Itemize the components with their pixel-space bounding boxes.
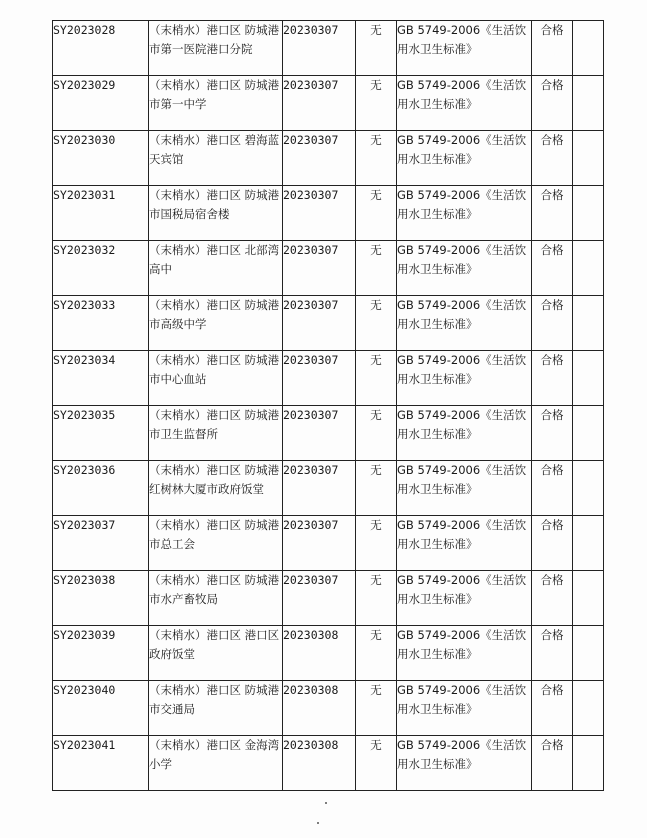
result-cell: 合格 (532, 736, 573, 791)
date-cell: 20230307 (283, 351, 356, 406)
location-cell: （末梢水）港口区 防城港市第一医院港口分院 (149, 21, 283, 76)
empty-cell (573, 516, 604, 571)
result-cell: 合格 (532, 406, 573, 461)
date-cell: 20230307 (283, 406, 356, 461)
location-cell: （末梢水）港口区 防城港市总工会 (149, 516, 283, 571)
water-test-table (52, 20, 604, 791)
result-cell: 合格 (532, 241, 573, 296)
sample-id-cell: SY2023041 (53, 736, 149, 791)
standard-cell: GB 5749-2006《生活饮用水卫生标准》 (397, 131, 532, 186)
abnormal-cell: 无 (356, 351, 397, 406)
empty-cell (573, 736, 604, 791)
standard-cell: GB 5749-2006《生活饮用水卫生标准》 (397, 241, 532, 296)
standard-cell: GB 5749-2006《生活饮用水卫生标准》 (397, 186, 532, 241)
table-row (53, 131, 604, 186)
sample-id-cell: SY2023039 (53, 626, 149, 681)
standard-cell: GB 5749-2006《生活饮用水卫生标准》 (397, 681, 532, 736)
result-cell: 合格 (532, 461, 573, 516)
sample-id-cell: SY2023028 (53, 21, 149, 76)
empty-cell (573, 76, 604, 131)
result-cell: 合格 (532, 186, 573, 241)
date-cell: 20230308 (283, 681, 356, 736)
date-cell: 20230307 (283, 461, 356, 516)
empty-cell (573, 461, 604, 516)
standard-cell: GB 5749-2006《生活饮用水卫生标准》 (397, 571, 532, 626)
empty-cell (573, 626, 604, 681)
result-cell: 合格 (532, 516, 573, 571)
abnormal-cell: 无 (356, 131, 397, 186)
standard-cell: GB 5749-2006《生活饮用水卫生标准》 (397, 736, 532, 791)
empty-cell (573, 296, 604, 351)
empty-cell (573, 241, 604, 296)
scan-speck (325, 802, 327, 804)
result-cell: 合格 (532, 626, 573, 681)
table-row (53, 626, 604, 681)
abnormal-cell: 无 (356, 241, 397, 296)
table-row (53, 241, 604, 296)
location-cell: （末梢水）港口区 防城港市水产畜牧局 (149, 571, 283, 626)
empty-cell (573, 681, 604, 736)
empty-cell (573, 351, 604, 406)
table-row (53, 736, 604, 791)
location-cell: （末梢水）港口区 碧海蓝天宾馆 (149, 131, 283, 186)
location-cell: （末梢水）港口区 防城港市第一中学 (149, 76, 283, 131)
standard-cell: GB 5749-2006《生活饮用水卫生标准》 (397, 21, 532, 76)
abnormal-cell: 无 (356, 76, 397, 131)
abnormal-cell: 无 (356, 296, 397, 351)
abnormal-cell: 无 (356, 736, 397, 791)
date-cell: 20230307 (283, 571, 356, 626)
date-cell: 20230308 (283, 626, 356, 681)
location-cell: （末梢水）港口区 港口区政府饭堂 (149, 626, 283, 681)
scan-speck (317, 822, 319, 824)
empty-cell (573, 21, 604, 76)
result-cell: 合格 (532, 76, 573, 131)
result-cell: 合格 (532, 571, 573, 626)
abnormal-cell: 无 (356, 516, 397, 571)
sample-id-cell: SY2023037 (53, 516, 149, 571)
abnormal-cell: 无 (356, 461, 397, 516)
table-row (53, 406, 604, 461)
empty-cell (573, 571, 604, 626)
empty-cell (573, 186, 604, 241)
table-row (53, 76, 604, 131)
sample-id-cell: SY2023030 (53, 131, 149, 186)
sample-id-cell: SY2023031 (53, 186, 149, 241)
table-row (53, 516, 604, 571)
standard-cell: GB 5749-2006《生活饮用水卫生标准》 (397, 351, 532, 406)
sample-id-cell: SY2023029 (53, 76, 149, 131)
standard-cell: GB 5749-2006《生活饮用水卫生标准》 (397, 296, 532, 351)
standard-cell: GB 5749-2006《生活饮用水卫生标准》 (397, 461, 532, 516)
date-cell: 20230307 (283, 186, 356, 241)
date-cell: 20230307 (283, 131, 356, 186)
location-cell: （末梢水）港口区 金海湾小学 (149, 736, 283, 791)
table-row (53, 296, 604, 351)
result-cell: 合格 (532, 296, 573, 351)
standard-cell: GB 5749-2006《生活饮用水卫生标准》 (397, 516, 532, 571)
location-cell: （末梢水）港口区 防城港市高级中学 (149, 296, 283, 351)
standard-cell: GB 5749-2006《生活饮用水卫生标准》 (397, 406, 532, 461)
sample-id-cell: SY2023035 (53, 406, 149, 461)
date-cell: 20230307 (283, 516, 356, 571)
table-row (53, 681, 604, 736)
location-cell: （末梢水）港口区 北部湾高中 (149, 241, 283, 296)
location-cell: （末梢水）港口区 防城港市卫生监督所 (149, 406, 283, 461)
location-cell: （末梢水）港口区 防城港红树林大厦市政府饭堂 (149, 461, 283, 516)
sample-id-cell: SY2023040 (53, 681, 149, 736)
date-cell: 20230307 (283, 296, 356, 351)
table-row (53, 186, 604, 241)
table-row (53, 21, 604, 76)
location-cell: （末梢水）港口区 防城港市国税局宿舍楼 (149, 186, 283, 241)
location-cell: （末梢水）港口区 防城港市交通局 (149, 681, 283, 736)
result-cell: 合格 (532, 351, 573, 406)
sample-id-cell: SY2023038 (53, 571, 149, 626)
sample-id-cell: SY2023033 (53, 296, 149, 351)
table-row (53, 571, 604, 626)
table-body (53, 21, 604, 791)
abnormal-cell: 无 (356, 21, 397, 76)
sample-id-cell: SY2023032 (53, 241, 149, 296)
result-cell: 合格 (532, 681, 573, 736)
result-cell: 合格 (532, 131, 573, 186)
abnormal-cell: 无 (356, 626, 397, 681)
standard-cell: GB 5749-2006《生活饮用水卫生标准》 (397, 626, 532, 681)
result-cell: 合格 (532, 21, 573, 76)
abnormal-cell: 无 (356, 406, 397, 461)
table-row (53, 351, 604, 406)
table-row (53, 461, 604, 516)
date-cell: 20230307 (283, 21, 356, 76)
sample-id-cell: SY2023034 (53, 351, 149, 406)
abnormal-cell: 无 (356, 681, 397, 736)
location-cell: （末梢水）港口区 防城港市中心血站 (149, 351, 283, 406)
date-cell: 20230307 (283, 241, 356, 296)
sample-id-cell: SY2023036 (53, 461, 149, 516)
standard-cell: GB 5749-2006《生活饮用水卫生标准》 (397, 76, 532, 131)
empty-cell (573, 131, 604, 186)
empty-cell (573, 406, 604, 461)
abnormal-cell: 无 (356, 186, 397, 241)
abnormal-cell: 无 (356, 571, 397, 626)
date-cell: 20230308 (283, 736, 356, 791)
date-cell: 20230307 (283, 76, 356, 131)
